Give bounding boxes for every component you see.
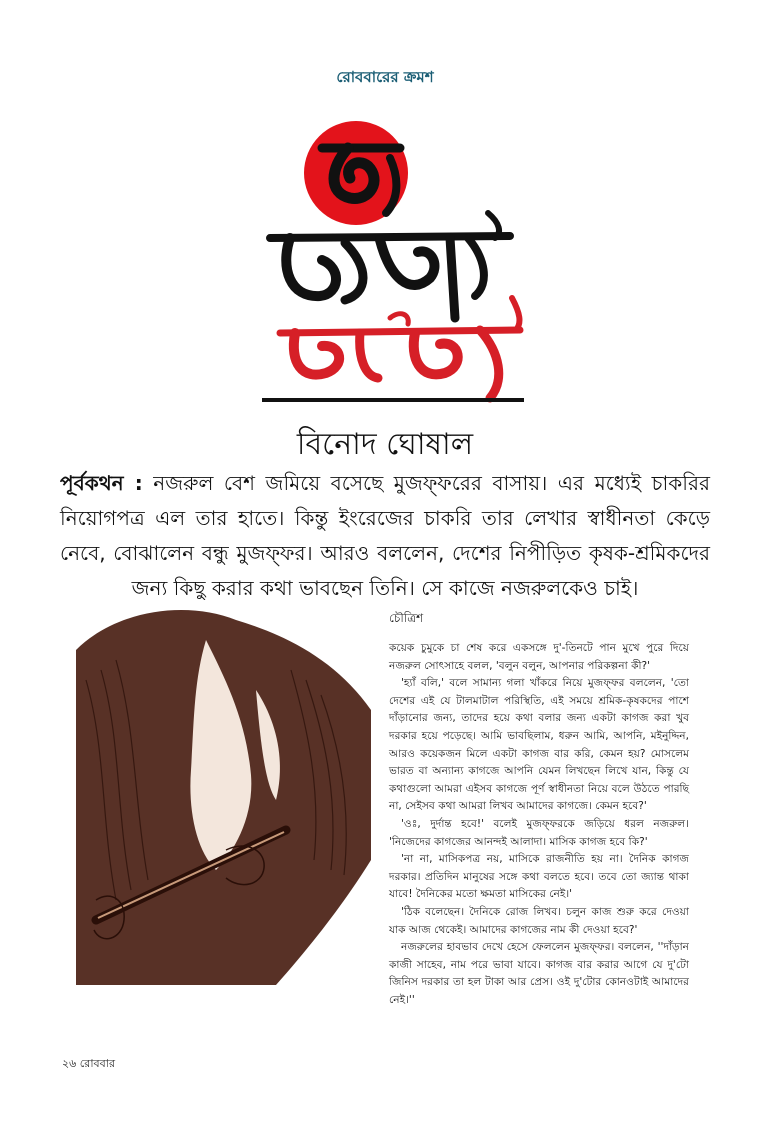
page-folio: ২৬ রোববার [62, 1057, 115, 1070]
synopsis-text: নজরুল বেশ জমিয়ে বসেছে মুজফ্ফরের বাসায়। এর মধ্যেই চাকরির নিয়োগপত্র এল তার হাতে। কিন্তু ইংরেজের চাকরি তার লেখার স্বাধীনতা কেড়ে নেবে, বোঝালেন বন্ধু মুজফ্ফর। আরও বললেন, দেশের নিপীড়িত কৃষক-শ্রমিকদের জন্য কিছু করার কথা ভাবছেন তিনি। সে কাজে নজরুলকেও চাই। [60, 471, 710, 600]
title-logo [250, 118, 540, 408]
synopsis-paragraph [60, 466, 710, 606]
author-name: বিনোদ ঘোষাল [296, 427, 474, 462]
synopsis-label: পূর্বকথন : [60, 471, 143, 495]
article-paragraph: 'হ্যাঁ বলি,' বলে সামান্য গলা খাঁকরে নিয়ে মুজফ্ফর বললেন, 'তো দেশের এই যে টালমাটাল পরিস্থিতি, এই সময়ে শ্রমিক-কৃষকদের পাশে দাঁড়ানোর জন্য, তাদের হয়ে কথা বলার জন্য একটা কাগজ করা খুব দরকার হয়ে পড়েছে। আমি ভাবছিলাম, ধরুন আমি, আপনি, মইনুদ্দিন, আরও কয়েকজন মিলে একটা কাগজ বার করি, কেমন হয়? মোসলেম ভারত বা অন্যান্য কাগজে আপনি যেমন লিখছেন লিখে যান, কিন্তু যে কথাগুলো আমরা এইসব কাগজে পূর্ণ স্বাধীনতা নিয়ে বলে উঠতে পারছি না, সেইসব কথা আমরা লিখব আমাদের কাগজে। কেমন হবে?' [389, 677, 689, 813]
chapter-number: চৌত্রিশ [389, 611, 424, 625]
title-divider [262, 398, 524, 402]
title-lettering-red [280, 298, 520, 398]
article-paragraph: 'না না, মাসিকপত্র নয়, মাসিকে রাজনীতি হয় না। দৈনিক কাগজ দরকার। প্রতিদিন মানুষের সঙ্গে কথা বলতে হবে। তবে তো জ্যান্ত থাকা যাবে! দৈনিকের মতো ক্ষমতা মাসিকের নেই।' [389, 853, 689, 901]
illustration-portrait [76, 600, 371, 985]
series-label: রোববারের ক্রমশ [336, 68, 434, 86]
article-paragraph: কয়েক চুমুকে চা শেষ করে একসঙ্গে দু'-তিনটে পান মুখে পুরে দিয়ে নজরুল সোৎসাহে বলল, 'বলুন বলুন, আপনার পরিকল্পনা কী?' [389, 642, 689, 672]
article-paragraph: 'ঠিক বলেছেন। দৈনিকে রোজ লিখব। চলুন কাজ শুরু করে দেওয়া যাক আজ থেকেই। আমাদের কাগজের নাম কী দেওয়া হবে?' [389, 905, 689, 936]
article-paragraph: নজরুলের হাবভাব দেখে হেসে ফেললেন মুজফ্ফর। বললেন, ''দাঁড়ান কাজী সাহেব, নাম পরে ভাবা যাবে। কাগজ বার করার আগে যে দু'টো জিনিস দরকার তা হল টাকা আর প্রেস। ওই দু'টোর কোনওটাই আমাদের নেই।'' [389, 941, 689, 1006]
article-body [389, 640, 689, 1009]
article-paragraph: 'ওঃ, দুর্দান্ত হবে!' বলেই মুজফ্ফরকে জড়িয়ে ধরল নজরুল। 'নিজেদের কাগজের আনন্দই আলাদা। মাসিক কাগজ হবে কি?' [389, 817, 689, 848]
